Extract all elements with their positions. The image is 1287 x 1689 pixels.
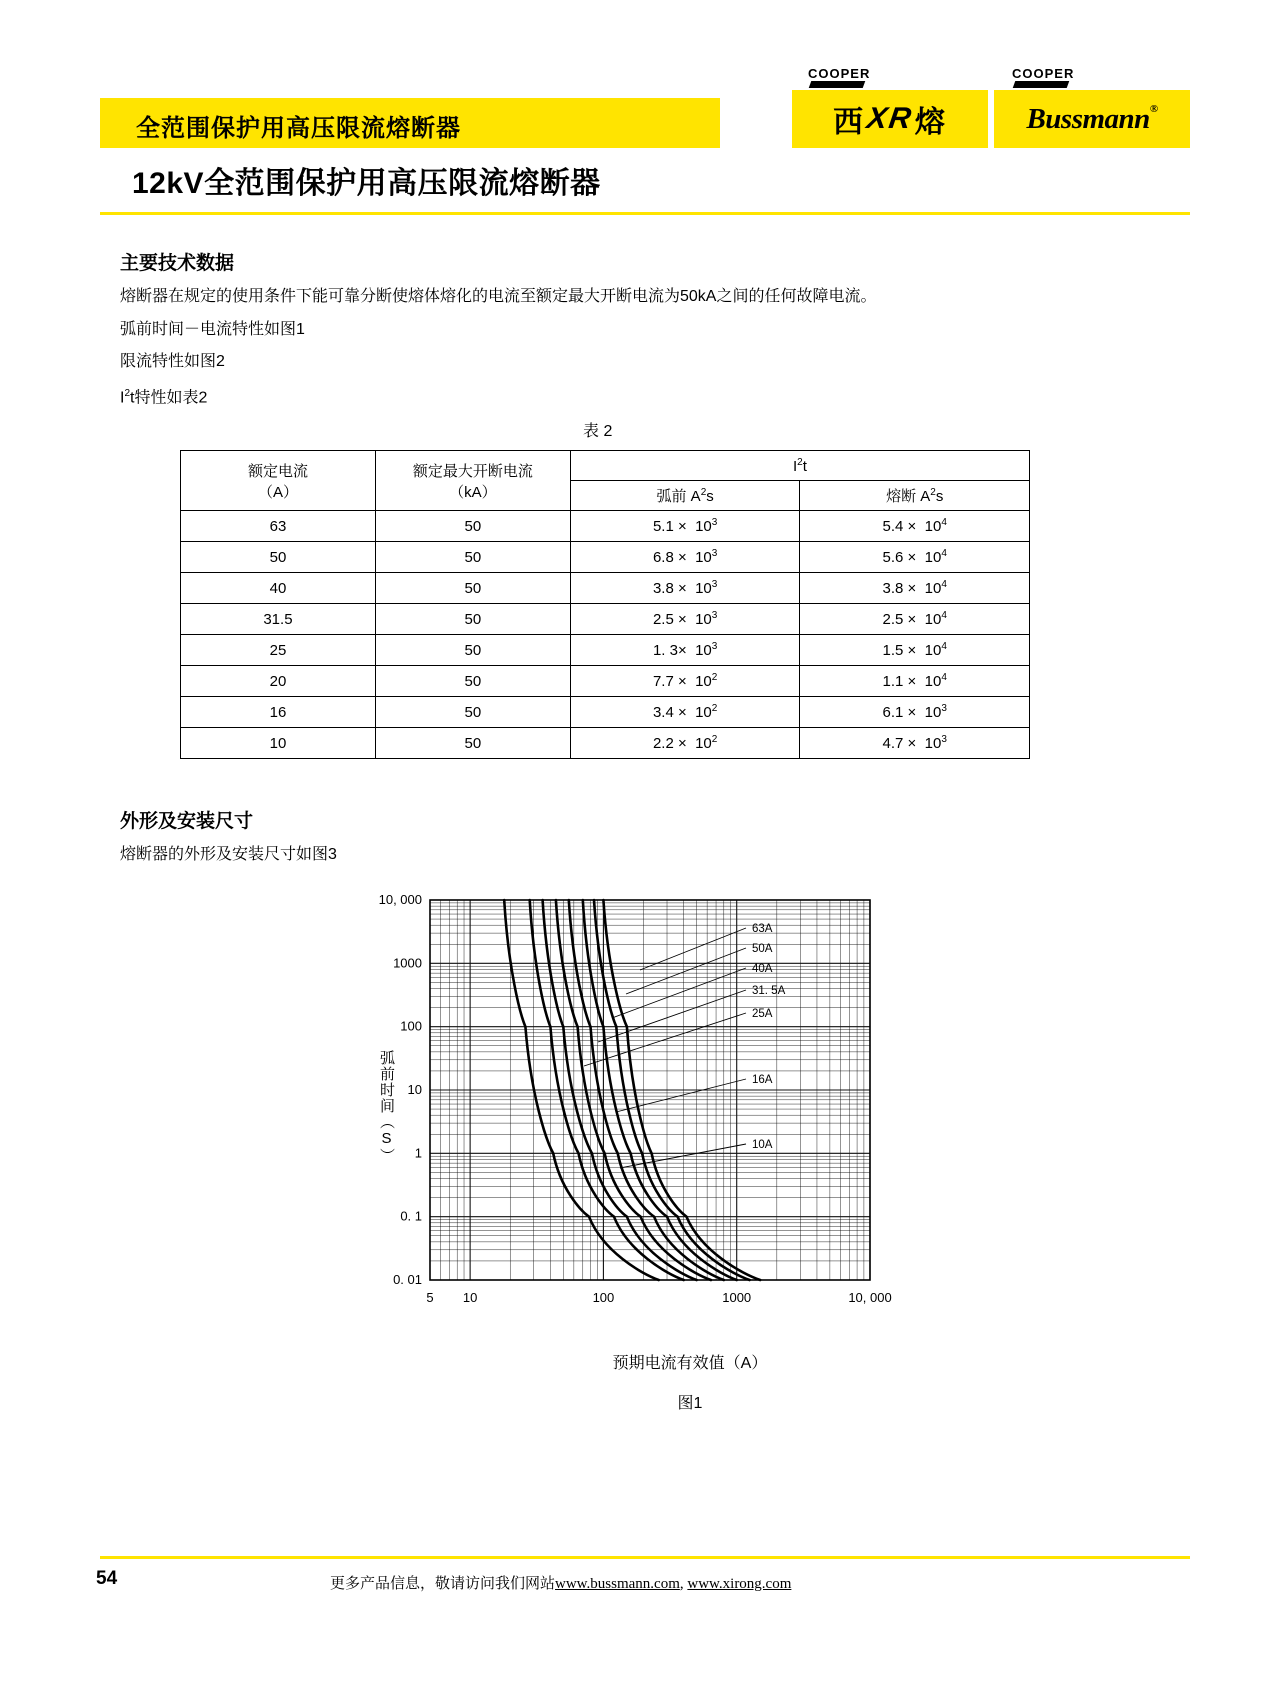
logo-group: [792, 66, 1190, 148]
cell-melt-mantissa: 5.4 ×: [882, 518, 917, 535]
cell-melt-base: 10: [924, 735, 942, 752]
cell-melt-exp: 4: [941, 641, 947, 652]
cell-melt-exp: 3: [941, 703, 947, 714]
cell-rated: 10: [181, 728, 376, 759]
header-i2t: [570, 451, 1029, 481]
svg-text:63A: 63A: [752, 923, 773, 935]
xr-mark-icon: XR: [864, 102, 916, 135]
header-melting: [800, 481, 1030, 511]
cell-prearc-mantissa: 2.2 ×: [652, 735, 687, 752]
cell-melt-base: 10: [924, 611, 942, 628]
cell-melting: [800, 542, 1030, 573]
cell-melt-base: 10: [924, 518, 942, 535]
footer-note: [330, 1572, 791, 1593]
xirong-logo: [792, 66, 988, 148]
page-number: 54: [96, 1568, 118, 1589]
xirong-website-link[interactable]: www.xirong.com: [687, 1576, 792, 1592]
tech-line-1: 熔断器在规定的使用条件下能可靠分断使熔体熔化的电流至额定最大开断电流为50kA之间的任何故障电流。: [120, 288, 877, 305]
header-yellow-bar: [100, 98, 720, 148]
cell-melt-mantissa: 1.5 ×: [882, 642, 917, 659]
cell-melting: [800, 635, 1030, 666]
cell-prearc: [570, 604, 800, 635]
cell-prearc: [570, 697, 800, 728]
cell-melt-mantissa: 2.5 ×: [882, 611, 917, 628]
bussmann-logo: [994, 66, 1190, 148]
cell-prearc-mantissa: 3.4 ×: [652, 704, 687, 721]
header-melting-label: 熔断 A: [886, 488, 931, 505]
svg-text:5: 5: [426, 1290, 434, 1305]
cell-prearc-base: 10: [695, 611, 712, 628]
cell-prearc: [570, 542, 800, 573]
header-i2t-i: I: [792, 457, 798, 475]
table-row: [181, 542, 1030, 573]
cell-breaking: 50: [375, 666, 570, 697]
i2t-symbol-rest: t特性如表2: [130, 389, 208, 407]
tech-line-3: 限流特性如图2: [120, 353, 225, 370]
cell-melt-mantissa: 6.1 ×: [882, 704, 917, 721]
svg-text:16A: 16A: [752, 1074, 773, 1086]
cell-melting: [800, 511, 1030, 542]
header-banner-text: 全范围保护用高压限流熔断器: [136, 115, 461, 142]
cell-melting: [800, 666, 1030, 697]
cell-prearc: [570, 666, 800, 697]
header-breaking-current-unit: （kA）: [449, 483, 497, 501]
cell-melt-base: 10: [924, 549, 942, 566]
cell-melt-base: 10: [924, 673, 942, 690]
cell-breaking: 50: [375, 542, 570, 573]
cell-prearc-base: 10: [695, 518, 712, 535]
cell-breaking: 50: [375, 635, 570, 666]
header-melting-unit: s: [935, 488, 944, 505]
i2t-symbol-i: I: [120, 389, 125, 407]
table-caption: 表 2: [583, 423, 613, 440]
cell-breaking: 50: [375, 728, 570, 759]
cell-prearc: [570, 511, 800, 542]
cell-melt-mantissa: 4.7 ×: [882, 735, 917, 752]
page-header: [100, 66, 1190, 154]
registered-mark-icon: ®: [1149, 102, 1158, 115]
svg-text:100: 100: [592, 1290, 615, 1305]
chart-x-tick-labels: [426, 1290, 891, 1305]
cooper-wordmark-right: COOPER: [1012, 66, 1075, 81]
section-heading-tech-data: 主要技术数据: [120, 253, 235, 274]
bussmann-word: Bussmann: [1026, 102, 1150, 135]
cell-prearc-exp: 2: [711, 734, 718, 745]
cell-melt-exp: 4: [941, 517, 947, 528]
cell-melt-exp: 4: [941, 610, 947, 621]
cell-prearc-mantissa: 5.1 ×: [652, 518, 687, 535]
cell-prearc: [570, 573, 800, 604]
i2t-table: [180, 450, 1030, 759]
cell-prearc-exp: 2: [711, 672, 718, 683]
xirong-char-left: 西: [833, 106, 866, 139]
svg-text:10, 000: 10, 000: [848, 1290, 892, 1305]
cell-prearc-exp: 3: [711, 548, 718, 559]
svg-text:40A: 40A: [752, 963, 773, 975]
cell-breaking: 50: [375, 511, 570, 542]
cell-prearc-mantissa: 1. 3×: [652, 642, 687, 659]
header-prearc: [570, 481, 800, 511]
cell-melting: [800, 604, 1030, 635]
svg-text:0. 01: 0. 01: [393, 1272, 422, 1287]
bussmann-logo-text: [1026, 103, 1157, 136]
svg-text:100: 100: [400, 1018, 422, 1034]
cell-prearc-exp: 3: [711, 517, 718, 528]
cell-melting: [800, 697, 1030, 728]
cell-melting: [800, 728, 1030, 759]
cell-melt-exp: 4: [941, 548, 947, 559]
svg-text:1: 1: [414, 1145, 422, 1161]
header-prearc-exp: 2: [700, 487, 707, 498]
header-i2t-t: t: [802, 457, 807, 475]
table-row: [181, 666, 1030, 697]
svg-text:10A: 10A: [752, 1139, 773, 1151]
cell-melt-exp: 3: [941, 734, 947, 745]
footer-divider: [100, 1556, 1190, 1559]
header-melting-exp: 2: [930, 487, 936, 498]
cell-melt-base: 10: [924, 642, 942, 659]
cell-melting: [800, 573, 1030, 604]
svg-text:1000: 1000: [722, 1290, 752, 1305]
tech-line-4: [120, 384, 207, 408]
header-rated-current-unit: （A）: [257, 483, 298, 501]
xirong-char-right: 熔: [914, 106, 947, 139]
table-row: [181, 697, 1030, 728]
cell-melt-mantissa: 5.6 ×: [882, 549, 917, 566]
prearc-time-current-chart: [370, 890, 990, 1410]
header-breaking-current-label: 额定最大开断电流: [412, 462, 533, 480]
svg-text:1000: 1000: [393, 955, 422, 971]
header-rated-current: [181, 451, 376, 511]
cooper-wordmark-left: COOPER: [808, 66, 871, 81]
cell-melt-base: 10: [924, 704, 942, 721]
xirong-logo-text: [833, 97, 947, 141]
cell-prearc: [570, 635, 800, 666]
svg-text:25A: 25A: [752, 1008, 773, 1020]
svg-text:10, 000: 10, 000: [378, 892, 422, 907]
cell-prearc-base: 10: [695, 642, 712, 659]
chart-y-axis-label: 弧前时间（S）: [378, 1050, 395, 1164]
cell-rated: 25: [181, 635, 376, 666]
chart-gridlines: [430, 900, 870, 1280]
cell-prearc-base: 10: [695, 580, 712, 597]
cell-prearc-exp: 3: [711, 610, 718, 621]
cell-prearc-exp: 2: [711, 703, 718, 714]
cell-prearc-mantissa: 3.8 ×: [652, 580, 687, 597]
cell-melt-base: 10: [924, 580, 942, 597]
title-divider: [100, 212, 1190, 215]
header-i2t-exp: 2: [797, 456, 803, 468]
cell-prearc-exp: 3: [711, 641, 718, 652]
tech-line-2: 弧前时间－电流特性如图1: [120, 321, 305, 338]
dimensions-line-1: 熔断器的外形及安装尺寸如图3: [120, 846, 337, 863]
cell-prearc-base: 10: [695, 673, 712, 690]
cell-rated: 63: [181, 511, 376, 542]
table-row: [181, 573, 1030, 604]
header-breaking-current: [375, 451, 570, 511]
table-row: [181, 728, 1030, 759]
chart-series-labels: [752, 923, 786, 1151]
section-heading-dimensions: 外形及安装尺寸: [120, 811, 254, 832]
cell-rated: 16: [181, 697, 376, 728]
svg-text:10: 10: [407, 1082, 422, 1097]
chart-svg: [370, 890, 990, 1330]
cell-breaking: 50: [375, 604, 570, 635]
cell-prearc-mantissa: 7.7 ×: [652, 673, 687, 690]
bussmann-website-link[interactable]: www.bussmann.com: [555, 1576, 680, 1592]
cell-rated: 50: [181, 542, 376, 573]
table-row: [181, 604, 1030, 635]
cell-prearc-base: 10: [695, 549, 712, 566]
cell-melt-exp: 4: [941, 672, 947, 683]
cell-melt-mantissa: 1.1 ×: [882, 673, 917, 690]
header-prearc-label: 弧前 A: [656, 488, 701, 505]
footer-note-text: 更多产品信息，敬请访问我们网站: [330, 1576, 556, 1592]
svg-text:10: 10: [462, 1290, 478, 1305]
cell-prearc-exp: 3: [711, 579, 718, 590]
svg-text:31. 5A: 31. 5A: [752, 985, 786, 997]
cell-breaking: 50: [375, 697, 570, 728]
cell-breaking: 50: [375, 573, 570, 604]
chart-x-axis-label: 预期电流有效值（A）: [612, 1355, 768, 1372]
cell-rated: 20: [181, 666, 376, 697]
page-title: 12kV全范围保护用高压限流熔断器: [132, 167, 601, 200]
svg-text:0. 1: 0. 1: [400, 1208, 422, 1224]
chart-figure-number: 图1: [677, 1395, 703, 1412]
cell-melt-exp: 4: [941, 579, 947, 590]
svg-text:50A: 50A: [752, 943, 773, 955]
cell-prearc-base: 10: [695, 735, 712, 752]
cell-prearc-mantissa: 6.8 ×: [652, 549, 687, 566]
table-header-row-1: [181, 451, 1030, 481]
cell-prearc: [570, 728, 800, 759]
table-row: [181, 635, 1030, 666]
cell-prearc-base: 10: [695, 704, 712, 721]
header-rated-current-label: 额定电流: [247, 462, 308, 480]
header-prearc-unit: s: [706, 488, 714, 505]
footer-separator: ,: [679, 1576, 688, 1592]
cell-rated: 31.5: [181, 604, 376, 635]
cell-melt-mantissa: 3.8 ×: [882, 580, 917, 597]
cell-prearc-mantissa: 2.5 ×: [652, 611, 687, 628]
cell-rated: 40: [181, 573, 376, 604]
table-row: [181, 511, 1030, 542]
i2t-symbol-exp: 2: [124, 388, 131, 399]
